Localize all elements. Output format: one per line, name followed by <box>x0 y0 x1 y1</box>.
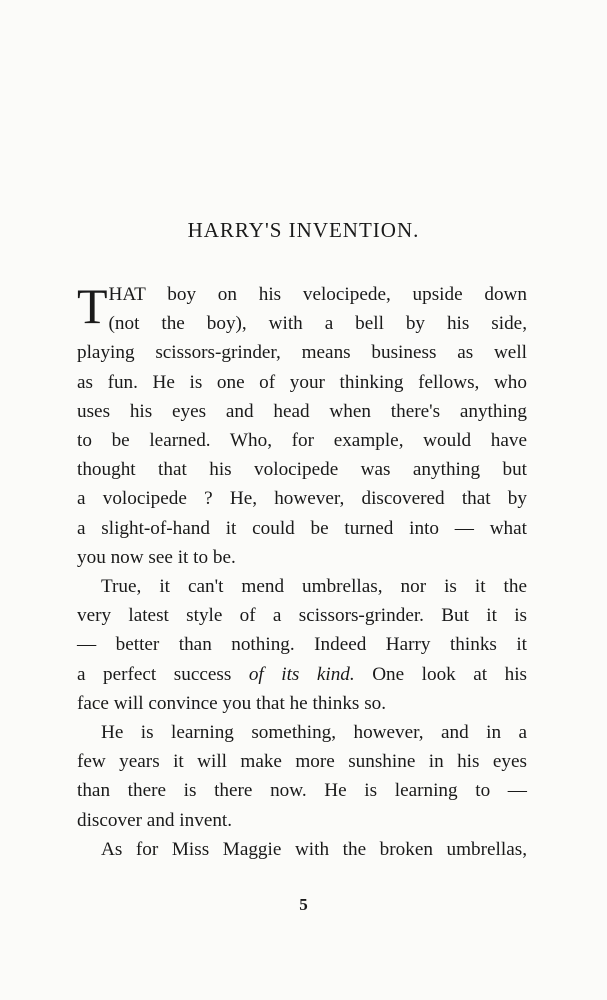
paragraph-4 <box>77 835 527 864</box>
text-line: thought that his volocipede was anything but <box>77 459 527 481</box>
text-line: few years it will make more sunshine in his eyes <box>77 751 527 773</box>
italic-emphasis: of its kind. <box>248 663 355 685</box>
text-segment: a perfect success <box>77 663 232 685</box>
text-line: (not the boy), with a bell by his side, <box>108 313 527 335</box>
text-segment: One look at his <box>372 663 527 685</box>
text-line: He is learning something, however, and in a <box>101 722 527 744</box>
drop-cap: T <box>77 278 108 334</box>
text-line: uses his eyes and head when there's anything <box>77 400 527 422</box>
text-line: face will convince you that he thinks so. <box>77 692 387 714</box>
text-line: playing scissors-grinder, means business as well <box>77 342 527 364</box>
body-text <box>77 280 527 864</box>
text-line-mixed <box>77 660 527 689</box>
page-number: 5 <box>299 895 308 914</box>
text-line: True, it can't mend umbrellas, nor is it the <box>101 576 527 598</box>
paragraph-2 <box>77 572 527 718</box>
paragraph-3 <box>77 718 527 835</box>
text-line: than there is there now. He is learning to — <box>77 780 527 802</box>
text-line: a volocipede ? He, however, discovered that by <box>77 488 527 510</box>
text-line: as fun. He is one of your thinking fellows, who <box>77 371 527 393</box>
text-line: HAT boy on his velocipede, upside down <box>108 284 527 305</box>
text-line: discover and invent. <box>77 809 233 831</box>
chapter-title: HARRY'S INVENTION. <box>187 218 420 242</box>
paragraph-1 <box>77 280 527 572</box>
text-line: — better than nothing. Indeed Harry thinks it <box>77 634 527 656</box>
text-line: a slight-of-hand it could be turned into — what <box>77 517 527 539</box>
text-line: you now see it to be. <box>77 546 236 568</box>
text-line: As for Miss Maggie with the broken umbrellas, <box>101 838 527 860</box>
text-line: to be learned. Who, for example, would have <box>77 430 527 452</box>
text-line: very latest style of a scissors-grinder. But it is <box>77 605 527 627</box>
